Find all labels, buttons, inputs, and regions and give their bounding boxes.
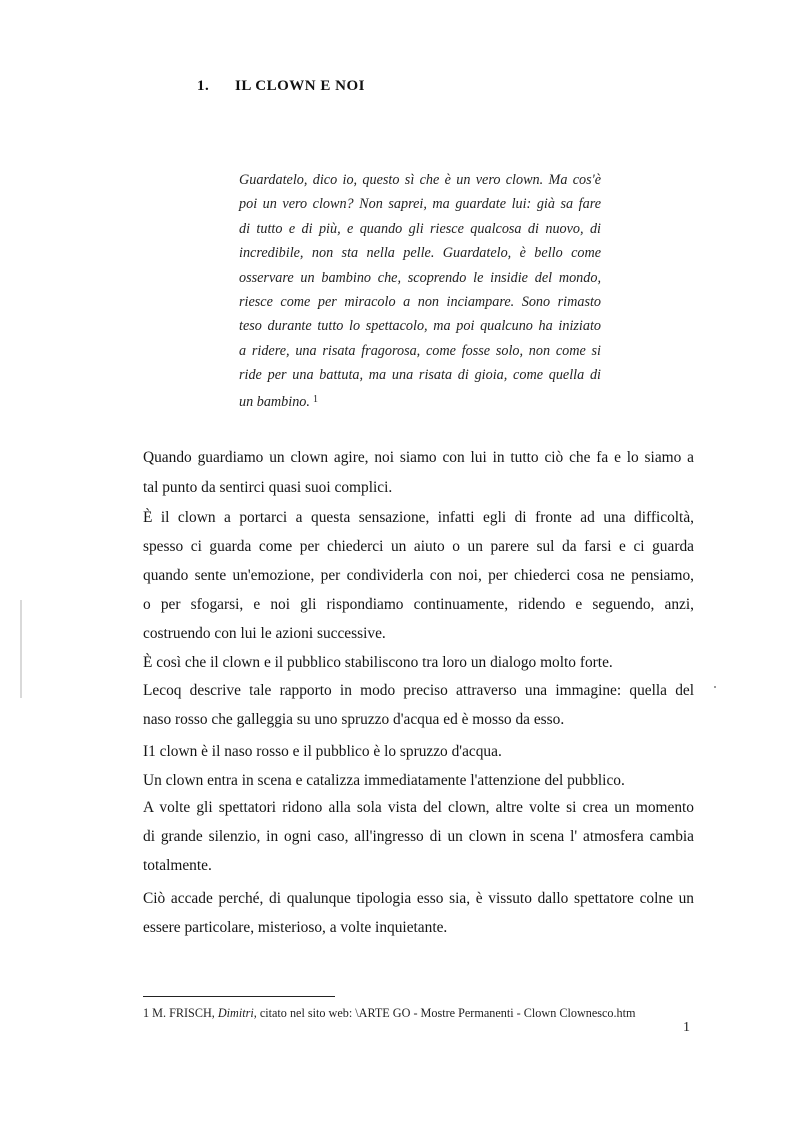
footnote-number: 1 xyxy=(143,1006,150,1020)
quote-line: teso durante tutto lo spettacolo, ma poi qualcuno ha iniziato xyxy=(239,318,601,335)
chapter-heading xyxy=(197,78,365,95)
footnote-separator xyxy=(143,996,335,997)
footnote-work: Dimitri xyxy=(217,1006,254,1020)
body-line: Quando guardiamo un clown agire, noi siamo con lui in tutto ciò che fa e lo siamo a xyxy=(143,449,694,466)
quote-line: osservare un bambino che, scoprendo le insidie del mondo, xyxy=(239,269,601,286)
body-line: Un clown entra in scena e catalizza immediatamente l'attenzione del pubblico. xyxy=(143,772,625,789)
quote-line xyxy=(239,388,601,412)
scan-artifact xyxy=(714,686,716,688)
quote-line: Guardatelo, dico io, questo sì che è un vero clown. Ma cos'è xyxy=(239,172,601,188)
chapter-title: IL CLOWN E NOI xyxy=(235,78,365,94)
chapter-number: 1. xyxy=(197,78,210,94)
footnote xyxy=(143,1006,636,1021)
body-line: A volte gli spettatori ridono alla sola vista del clown, altre volte si crea un momento xyxy=(143,799,694,816)
body-line: Ciò accade perché, di qualunque tipologia esso sia, è vissuto dallo spettatore colne un xyxy=(143,890,694,907)
quote-line: incredibile, non sta nella pelle. Guardatelo, è bello come xyxy=(239,245,601,262)
quote-line: poi un vero clown? Non saprei, ma guardate lui: già sa fare xyxy=(239,196,601,213)
body-line: essere particolare, misterioso, a volte inquietante. xyxy=(143,919,448,936)
epigraph-quote xyxy=(239,168,601,412)
quote-line: riesce come per miracolo a non inciampare. Sono rimasto xyxy=(239,293,601,310)
body-line: Lecoq descrive tale rapporto in modo preciso attraverso una immagine: quella del xyxy=(143,682,694,699)
quote-last-text: un bambino. xyxy=(239,393,310,410)
body-line: spesso ci guarda come per chiederci un aiuto o un parere sul da farsi e ci guarda xyxy=(143,538,694,555)
body-line: I1 clown è il naso rosso e il pubblico è lo spruzzo d'acqua. xyxy=(143,743,502,760)
body-line: quando sente un'emozione, per condividerla con noi, per chiederci cosa ne pensiamo, xyxy=(143,567,694,584)
page-number: 1 xyxy=(683,1020,690,1035)
body-line: costruendo con lui le azioni successive. xyxy=(143,625,386,642)
footnote-source: , citato nel sito web: \ARTE GO - Mostre Permanenti - Clown Clownesco.htm xyxy=(253,1006,636,1020)
body-line: di grande silenzio, in ogni caso, all'ingresso di un clown in scena l' atmosfera cambia xyxy=(143,828,694,845)
body-line: naso rosso che galleggia su uno spruzzo d'acqua ed è mosso da esso. xyxy=(143,711,565,728)
body-line: o per sfogarsi, e noi gli rispondiamo continuamente, ridendo e seguendo, anzi, xyxy=(143,596,694,613)
footnote-author: M. FRISCH, xyxy=(152,1006,215,1020)
quote-line: di tutto e di più, e quando gli riesce qualcosa di nuovo, di xyxy=(239,220,601,237)
body-line: tal punto da sentirci quasi suoi complici. xyxy=(143,479,393,496)
quote-line: a ridere, una risata fragorosa, come fosse solo, non come si xyxy=(239,342,601,359)
footnote-reference: 1 xyxy=(312,393,318,405)
body-line: totalmente. xyxy=(143,857,212,874)
body-line: È il clown a portarci a questa sensazione, infatti egli di fronte ad una difficoltà, xyxy=(143,509,694,526)
body-line: È così che il clown e il pubblico stabiliscono tra loro un dialogo molto forte. xyxy=(143,654,613,671)
scan-artifact xyxy=(20,600,22,698)
quote-line: ride per una battuta, ma una risata di gioia, come quella di xyxy=(239,367,601,384)
